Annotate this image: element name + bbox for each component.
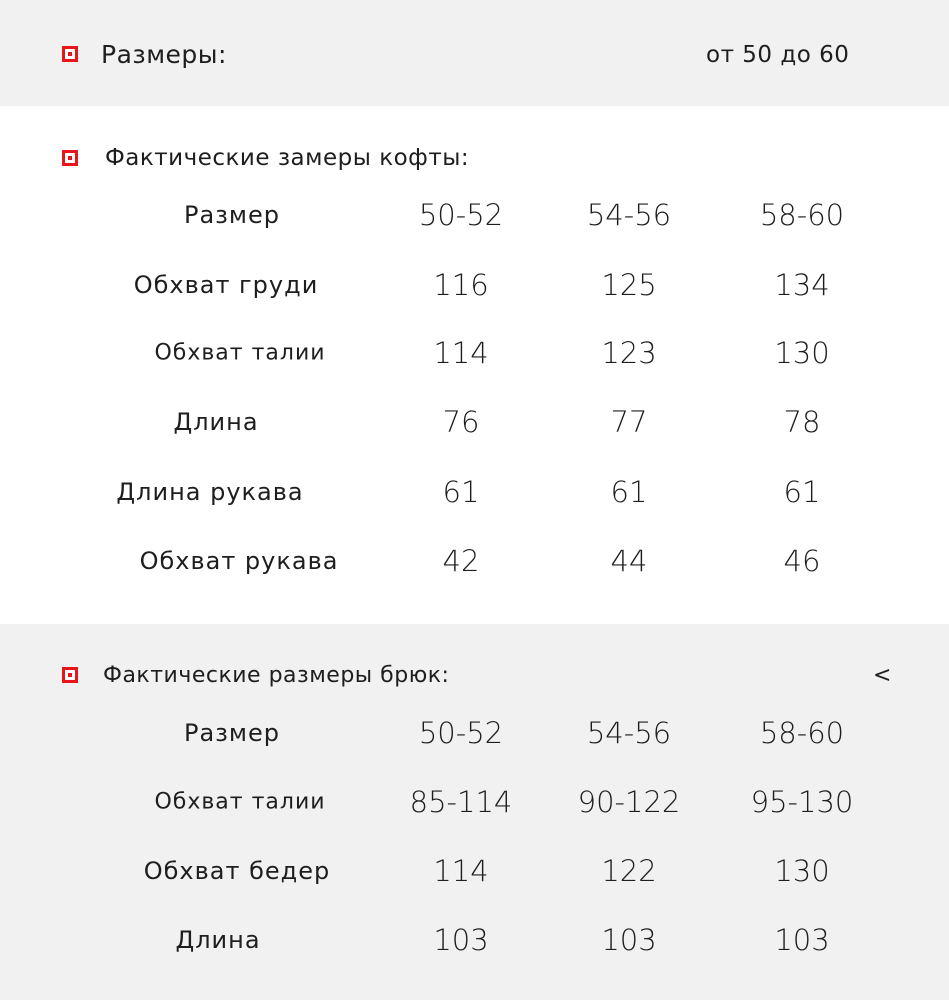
top-header-col: 58-60 — [759, 198, 845, 232]
pants-row-value: 103 — [433, 923, 489, 957]
top-row-value: 61 — [783, 475, 821, 509]
top-row-label: Обхват рукава — [139, 547, 339, 575]
top-row-label: Длина — [173, 408, 259, 436]
pants-row-value: 103 — [601, 923, 657, 957]
pants-title: Фактические размеры брюк: — [103, 663, 450, 688]
pants-header-col: 50-52 — [418, 716, 504, 750]
red-square-icon — [62, 150, 78, 166]
top-row-value: 42 — [442, 544, 480, 578]
top-row-value: 44 — [610, 544, 648, 578]
pants-row-label: Обхват талии — [154, 789, 326, 815]
pants-row-value: 95-130 — [750, 785, 854, 819]
top-row-value: 46 — [783, 544, 821, 578]
top-row-value: 123 — [601, 336, 657, 370]
pants-row-value: 103 — [774, 923, 830, 957]
top-row-value: 116 — [433, 268, 489, 302]
pants-row-value: 114 — [433, 854, 489, 888]
pants-header-col: 54-56 — [586, 716, 672, 750]
pants-row-value: 85-114 — [409, 785, 513, 819]
top-row-value: 61 — [442, 475, 480, 509]
red-square-icon — [62, 667, 78, 683]
top-row-label: Обхват груди — [133, 271, 319, 299]
top-row-value: 130 — [774, 336, 830, 370]
pants-header-label: Размер — [183, 719, 281, 747]
top-header-col: 50-52 — [418, 198, 504, 232]
pants-row-label: Обхват бедер — [143, 857, 331, 885]
top-row-label: Длина рукава — [116, 478, 304, 506]
pants-row-value: 90-122 — [577, 785, 681, 819]
top-row-value: 114 — [433, 336, 489, 370]
top-header-col: 54-56 — [586, 198, 672, 232]
top-header-label: Размер — [183, 201, 281, 229]
top-row-value: 76 — [442, 405, 480, 439]
top-row-label: Обхват талии — [154, 340, 326, 366]
top-row-value: 78 — [783, 405, 821, 439]
pants-marker: < — [873, 663, 892, 688]
sizes-range: от 50 до 60 — [706, 42, 850, 68]
top-row-value: 125 — [601, 268, 657, 302]
pants-row-value: 122 — [601, 854, 657, 888]
top-row-value: 134 — [774, 268, 830, 302]
pants-header-col: 58-60 — [759, 716, 845, 750]
sizes-label: Размеры: — [101, 40, 227, 69]
top-row-value: 77 — [610, 405, 648, 439]
pants-row-label: Длина — [175, 926, 261, 954]
pants-row-value: 130 — [774, 854, 830, 888]
red-square-icon — [62, 46, 78, 62]
top-row-value: 61 — [610, 475, 648, 509]
top-title: Фактические замеры кофты: — [105, 145, 470, 171]
